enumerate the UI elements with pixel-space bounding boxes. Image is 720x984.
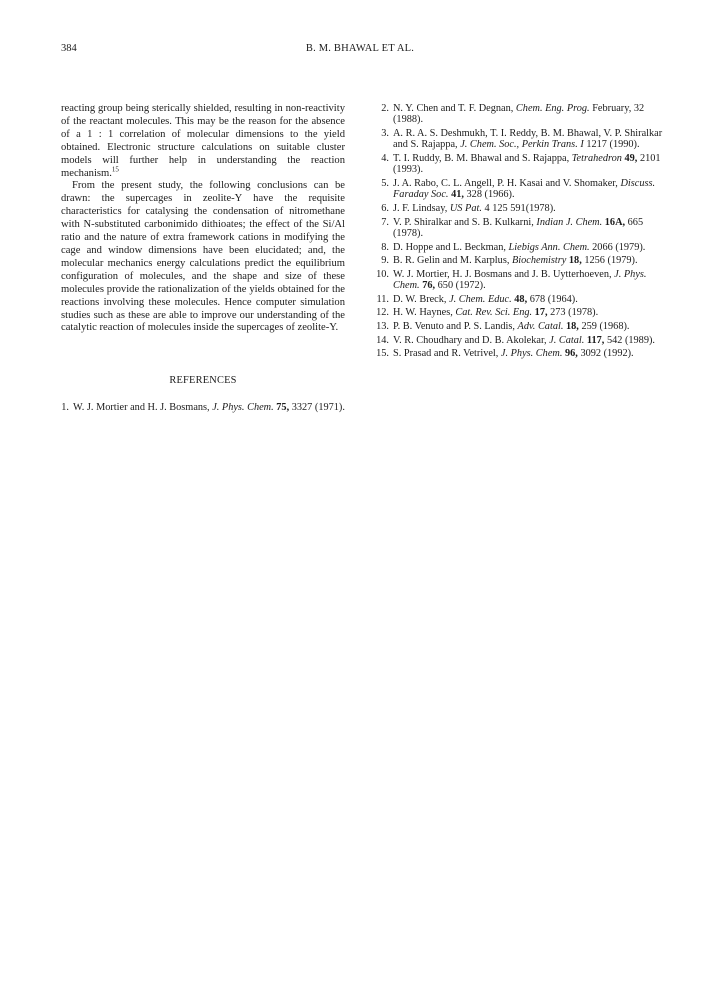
reference-item bbox=[373, 294, 663, 305]
reference-item bbox=[373, 307, 663, 318]
paragraph-text: reacting group being sterically shielded, resulting in non-reactivity of the reactant molecules. This may be the reason for the absence of a 1 : 1 correlation of molecular dimensions to the yield obtained. Electronic structure calculations on suitable cluster models will further help in understanding the reaction mechanism. bbox=[61, 103, 345, 179]
reference-item bbox=[61, 402, 345, 413]
reference-pages-year: 4 125 591(1978). bbox=[484, 203, 556, 214]
reference-number: 13. bbox=[376, 320, 389, 332]
reference-item bbox=[373, 217, 663, 240]
reference-authors: J. F. Lindsay, bbox=[393, 203, 448, 214]
page-header bbox=[0, 43, 720, 59]
reference-item bbox=[373, 128, 663, 151]
reference-authors: B. R. Gelin and M. Karplus, bbox=[393, 255, 510, 267]
reference-volume: 76, bbox=[422, 280, 436, 292]
reference-volume: 48, bbox=[514, 293, 528, 305]
reference-pages-year: 3092 (1992). bbox=[580, 348, 634, 360]
right-column bbox=[373, 103, 663, 362]
reference-journal: Indian J. Chem. bbox=[536, 216, 603, 228]
reference-volume: 41, bbox=[451, 189, 464, 201]
reference-pages-year: 542 (1989). bbox=[606, 334, 655, 346]
reference-volume: 75, bbox=[276, 402, 290, 414]
reference-item bbox=[373, 178, 663, 201]
reference-volume: 49, bbox=[624, 153, 638, 164]
reference-number: 5. bbox=[381, 178, 389, 189]
reference-number: 15. bbox=[376, 348, 389, 360]
reference-pages-year: 273 (1978). bbox=[550, 307, 599, 319]
reference-journal: J. Catal. bbox=[549, 334, 585, 346]
reference-authors: V. R. Choudhary and D. B. Akolekar, bbox=[393, 334, 547, 346]
reference-number: 3. bbox=[381, 128, 389, 139]
reference-number: 1. bbox=[61, 402, 69, 414]
reference-journal: Cat. Rev. Sci. Eng. bbox=[455, 307, 533, 319]
reference-pages-year: 1256 (1979). bbox=[584, 255, 638, 267]
reference-pages-year: 2101 (1993). bbox=[393, 153, 661, 176]
reference-number: 12. bbox=[376, 307, 389, 319]
reference-number: 8. bbox=[381, 241, 389, 253]
reference-pages-year: 3327 (1971). bbox=[291, 402, 345, 414]
left-column bbox=[61, 103, 345, 414]
citation-superscript: 15 bbox=[111, 165, 119, 173]
reference-pages-year: 328 (1966). bbox=[466, 189, 515, 201]
body-paragraph bbox=[61, 103, 345, 180]
reference-journal: Chem. Eng. Prog. bbox=[515, 103, 590, 114]
reference-pages-year: 665 (1978). bbox=[393, 216, 644, 239]
reference-item bbox=[373, 242, 663, 253]
reference-number: 2. bbox=[381, 103, 389, 114]
reference-volume: 16A, bbox=[604, 216, 626, 228]
reference-authors: W. J. Mortier and H. J. Bosmans, bbox=[73, 402, 210, 414]
page-number: 384 bbox=[61, 43, 77, 54]
reference-item bbox=[373, 269, 663, 292]
references-heading: REFERENCES bbox=[169, 375, 237, 387]
reference-journal: J. Phys. Chem. bbox=[500, 348, 563, 360]
reference-journal: Adv. Catal. bbox=[517, 320, 564, 332]
reference-volume: 117, bbox=[586, 334, 605, 346]
reference-list-left bbox=[61, 402, 345, 413]
reference-journal: US Pat. bbox=[449, 203, 482, 214]
reference-item bbox=[373, 103, 663, 126]
reference-item bbox=[373, 335, 663, 346]
reference-pages-year: 678 (1964). bbox=[529, 293, 578, 305]
reference-authors: S. Prasad and R. Vetrivel, bbox=[393, 348, 499, 360]
reference-authors: J. A. Rabo, C. L. Angell, P. H. Kasai and V. Shomaker, bbox=[393, 178, 618, 189]
reference-item bbox=[373, 255, 663, 266]
reference-journal: Discuss. Faraday Soc. bbox=[393, 178, 656, 201]
reference-item bbox=[373, 203, 663, 214]
reference-pages-year: 259 (1968). bbox=[581, 320, 630, 332]
body-paragraph: From the present study, the following conclusions can be drawn: the supercages in zeolite-Y have the requisite characteristics for catalysing the condensation of nitromethane with N-substituted carbonimido dithioates; the effect of the Si/Al ratio and the nature of extra framework cations in modifying the cage and window dimensions have been elucidated; and, the molecular mechanics energy calculations predict the equilibrium configuration of molecules, and the shape and size of these molecules provide the rationalization of the yields obtained for the reactions involving these molecules. Hence computer simulation studies such as these are able to improve our understanding of the catalytic reaction of molecules inside the supercages of zeolite-Y. bbox=[61, 180, 345, 334]
reference-number: 7. bbox=[381, 216, 389, 228]
reference-authors: H. W. Haynes, bbox=[393, 307, 453, 319]
reference-number: 4. bbox=[381, 153, 389, 164]
reference-pages-year: 2066 (1979). bbox=[592, 241, 646, 253]
reference-number: 9. bbox=[381, 255, 389, 267]
reference-volume: 96, bbox=[564, 348, 578, 360]
reference-list-right bbox=[373, 103, 663, 360]
reference-number: 6. bbox=[381, 203, 389, 214]
reference-volume: 18, bbox=[565, 320, 579, 332]
reference-number: 14. bbox=[376, 334, 389, 346]
reference-journal: J. Chem. Educ. bbox=[449, 293, 512, 305]
reference-authors: N. Y. Chen and T. F. Degnan, bbox=[393, 103, 514, 114]
reference-authors: P. B. Venuto and P. S. Landis, bbox=[393, 320, 515, 332]
reference-item bbox=[373, 153, 663, 176]
reference-journal: Biochemistry bbox=[511, 255, 567, 267]
reference-authors: V. P. Shiralkar and S. B. Kulkarni, bbox=[393, 216, 534, 228]
reference-authors: A. R. A. S. Deshmukh, T. I. Reddy, B. M. Bhawal, V. P. Shiralkar and S. Rajappa, bbox=[393, 128, 663, 151]
reference-authors: W. J. Mortier, H. J. Bosmans and J. B. Uytterhoeven, bbox=[393, 268, 612, 280]
reference-volume: 18, bbox=[568, 255, 582, 267]
reference-journal: J. Phys. Chem. bbox=[212, 402, 274, 414]
reference-authors: T. I. Ruddy, B. M. Bhawal and S. Rajappa, bbox=[393, 153, 570, 164]
running-head: B. M. BHAWAL ET AL. bbox=[305, 43, 415, 54]
reference-item bbox=[373, 321, 663, 332]
reference-pages-year: February, 32 (1988). bbox=[393, 103, 645, 126]
reference-pages-year: 650 (1972). bbox=[437, 280, 486, 292]
reference-journal: J. Chem. Soc., Perkin Trans. I bbox=[460, 139, 584, 151]
reference-journal: Liebigs Ann. Chem. bbox=[508, 241, 590, 253]
reference-journal: J. Phys. Chem. bbox=[393, 268, 647, 292]
reference-number: 11. bbox=[376, 293, 389, 305]
reference-authors: D. W. Breck, bbox=[393, 293, 447, 305]
reference-volume: 17, bbox=[534, 307, 548, 319]
reference-number: 10. bbox=[376, 268, 389, 280]
reference-pages-year: 1217 (1990). bbox=[586, 139, 640, 151]
reference-item bbox=[373, 348, 663, 359]
reference-journal: Tetrahedron bbox=[571, 153, 622, 164]
reference-authors: D. Hoppe and L. Beckman, bbox=[393, 241, 506, 253]
